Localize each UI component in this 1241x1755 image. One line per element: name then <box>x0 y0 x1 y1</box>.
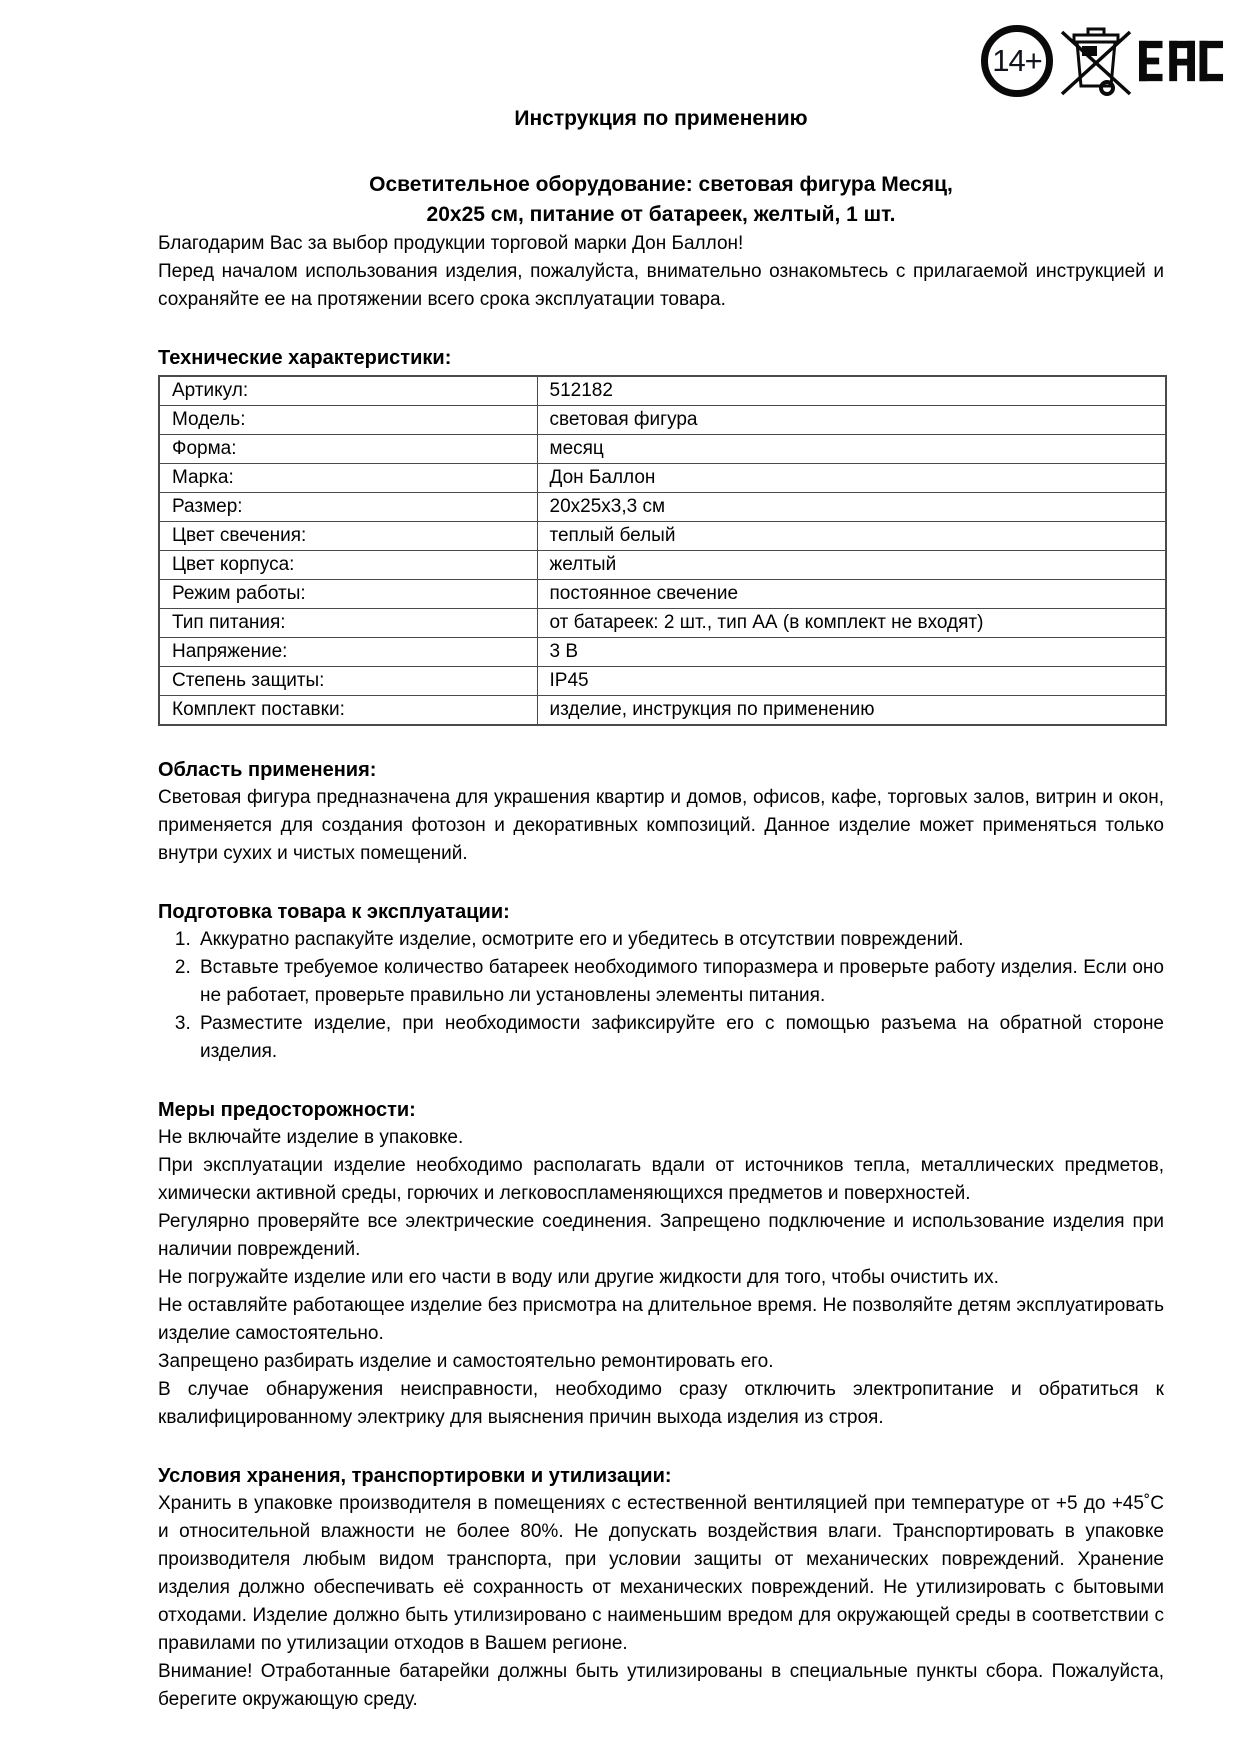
precaution-paragraph: Регулярно проверяйте все электрические соединения. Запрещено подключение и использование изделия при наличии повреждений. <box>158 1211 1164 1260</box>
specs-table-row <box>159 551 1166 580</box>
precaution-paragraph: Не оставляйте работающее изделие без присмотра на длительное время. Не позволяйте детям эксплуатировать изделие самостоятельно. <box>158 1295 1164 1344</box>
spec-value-cell: Дон Баллон <box>537 464 1166 493</box>
intro-thanks-text: Благодарим Вас за выбор продукции торговой марки Дон Баллон! <box>158 233 744 254</box>
preparation-heading: Подготовка товара к эксплуатации: <box>158 901 510 923</box>
spec-label-cell: Модель: <box>159 406 537 435</box>
intro-note-text: Перед началом использования изделия, пожалуйста, внимательно ознакомьтесь с прилагаемой инструкцией и сохраняйте ее на протяжении всего срока эксплуатации товара. <box>158 261 1164 310</box>
preparation-list <box>158 926 1164 1066</box>
precaution-paragraph: Запрещено разбирать изделие и самостоятельно ремонтировать его. <box>158 1351 774 1372</box>
application-text: Световая фигура предназначена для украшения квартир и домов, офисов, кафе, торговых залов, витрин и окон, применяется для создания фотозон и декоративных композиций. Данное изделие может применяться только внутри сухих и чистых помещений. <box>158 787 1164 864</box>
document-content <box>158 0 1164 1714</box>
spec-label-cell: Цвет корпуса: <box>159 551 537 580</box>
product-title-line-1: Осветительное оборудование: световая фигура Месяц, <box>369 173 953 196</box>
precaution-paragraph: В случае обнаружения неисправности, необходимо сразу отключить электропитание и обратиться к квалифицированному электрику для выяснения причин выхода изделия из строя. <box>158 1379 1164 1428</box>
precaution-paragraph: При эксплуатации изделие необходимо располагать вдали от источников тепла, металлических предметов, химически активной среды, горючих и легковоспламеняющихся предметов и поверхностей. <box>158 1155 1164 1204</box>
specs-table-row <box>159 696 1166 726</box>
specs-table-row <box>159 667 1166 696</box>
specs-table-row <box>159 609 1166 638</box>
precaution-paragraph: Не включайте изделие в упаковке. <box>158 1127 464 1148</box>
spec-label-cell: Цвет свечения: <box>159 522 537 551</box>
application-heading: Область применения: <box>158 759 377 781</box>
specs-table-row <box>159 580 1166 609</box>
spec-value-cell: месяц <box>537 435 1166 464</box>
specs-table-row <box>159 406 1166 435</box>
spec-value-cell: постоянное свечение <box>537 580 1166 609</box>
specs-table <box>158 375 1167 726</box>
spec-value-cell: IP45 <box>537 667 1166 696</box>
spec-label-cell: Тип питания: <box>159 609 537 638</box>
specs-table-row <box>159 522 1166 551</box>
spec-value-cell: 3 В <box>537 638 1166 667</box>
specs-heading: Технические характеристики: <box>158 347 452 369</box>
spec-label-cell: Степень защиты: <box>159 667 537 696</box>
storage-paragraph: Хранить в упаковке производителя в помещениях с естественной вентиляцией при температуре от +5 до +45˚С и относительной влажности не более 80%. Не допускать воздействия влаги. Транспортировать в упаковке производителя любым видом транспорта, при условии защиты от механических повреждений. Хранение изделия должно обеспечивать её сохранность от механических повреждений. Не утилизировать с бытовыми отходами. Изделие должно быть утилизировано с наименьшим вредом для окружающей среды в соответствии с правилами по утилизации отходов в Вашем регионе. <box>158 1493 1164 1654</box>
spec-value-cell: теплый белый <box>537 522 1166 551</box>
product-title <box>158 170 1164 230</box>
precaution-paragraph: Не погружайте изделие или его части в воду или другие жидкости для того, чтобы очистить их. <box>158 1267 999 1288</box>
spec-value-cell: желтый <box>537 551 1166 580</box>
spec-value-cell: световая фигура <box>537 406 1166 435</box>
spec-label-cell: Артикул: <box>159 376 537 406</box>
spec-value-cell: от батареек: 2 шт., тип АА (в комплект не входят) <box>537 609 1166 638</box>
specs-table-row <box>159 493 1166 522</box>
precautions-heading: Меры предосторожности: <box>158 1099 416 1121</box>
spec-label-cell: Напряжение: <box>159 638 537 667</box>
spec-label-cell: Форма: <box>159 435 537 464</box>
specs-table-body <box>159 376 1166 725</box>
preparation-list-item: 1. Аккуратно распакуйте изделие, осмотрите его и убедитесь в отсутствии повреждений. <box>196 926 1164 954</box>
spec-label-cell: Комплект поставки: <box>159 696 537 726</box>
page-title: Инструкция по применению <box>514 107 808 130</box>
specs-table-row <box>159 435 1166 464</box>
age-rating-label: 14+ <box>992 43 1042 78</box>
preparation-list-item: 2. Вставьте требуемое количество батареек необходимого типоразмера и проверьте работу изделия. Если оно не работает, проверьте правильно ли установлены элементы питания. <box>196 954 1164 1010</box>
storage-text-block <box>158 1490 1164 1714</box>
specs-table-row <box>159 638 1166 667</box>
storage-heading: Условия хранения, транспортировки и утилизации: <box>158 1465 672 1487</box>
precautions-text-block <box>158 1124 1164 1432</box>
preparation-list-item: 3. Разместите изделие, при необходимости зафиксируйте его с помощью разъема на обратной стороне изделия. <box>196 1010 1164 1066</box>
spec-label-cell: Режим работы: <box>159 580 537 609</box>
spec-value-cell: 512182 <box>537 376 1166 406</box>
product-title-line-2: 20х25 см, питание от батареек, желтый, 1 шт. <box>426 203 896 226</box>
storage-paragraph: Внимание! Отработанные батарейки должны быть утилизированы в специальные пункты сбора. Пожалуйста, берегите окружающую среду. <box>158 1661 1164 1710</box>
specs-table-row <box>159 376 1166 406</box>
spec-label-cell: Марка: <box>159 464 537 493</box>
spec-value-cell: изделие, инструкция по применению <box>537 696 1166 726</box>
spec-value-cell: 20х25х3,3 см <box>537 493 1166 522</box>
spec-label-cell: Размер: <box>159 493 537 522</box>
specs-table-row <box>159 464 1166 493</box>
